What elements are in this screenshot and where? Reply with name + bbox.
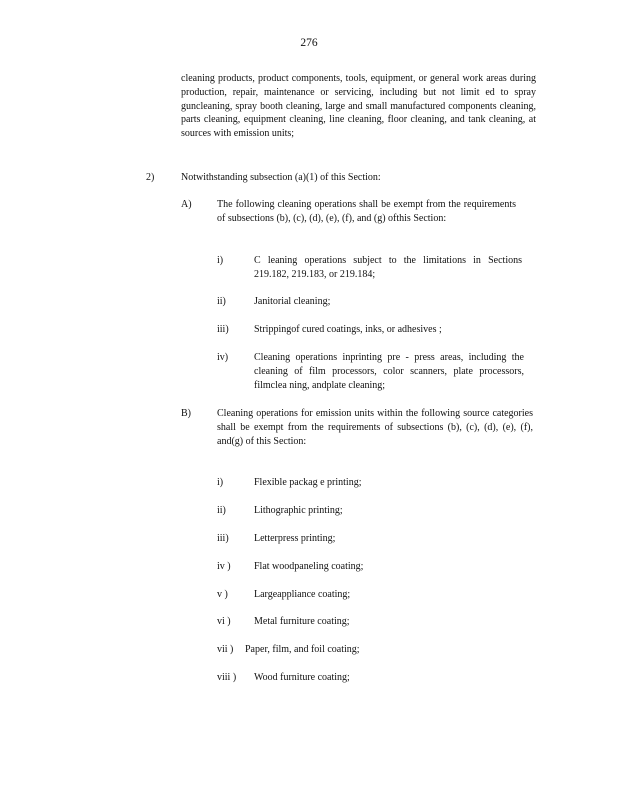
item-b-vi-label: vi ) (217, 616, 231, 627)
item-b-ii-text: Lithographic printing; (254, 505, 343, 516)
item-b-iv-label: iv ) (217, 561, 231, 572)
item-a-iii-text: Strippingof cured coatings, inks, or adhesives ; (254, 324, 442, 335)
item-b-i-text: Flexible packag e printing; (254, 477, 362, 488)
item-b-i-label: i) (217, 477, 224, 488)
item-b-iv-text: Flat woodpaneling coating; (254, 561, 364, 572)
item-2-text: Notwithstanding subsection (a)(1) of this Section: (181, 172, 381, 183)
intro-paragraph: cleaning products, product components, tools, equipment, or general work areas during production, repair, maintenance or servicing, including but not limit ed to spray guncleaning, spray booth cleaning, large and small manufactured components cleaning, parts cleaning, equipment cleaning, line cleaning, floor cleaning, and tank cleaning, at sources with emission units; (181, 73, 536, 140)
item-b-viii-text: Wood furniture coating; (254, 672, 350, 683)
item-a-iv-text: Cleaning operations inprinting pre - press areas, including the cleaning of film processors, color scanners, plate processors, filmclea ning, andplate cleaning; (254, 352, 524, 391)
item-2-label: 2) (146, 172, 155, 183)
item-b-vi-text: Metal furniture coating; (254, 616, 350, 627)
item-b-viii-label: viii ) (217, 672, 237, 683)
item-a-ii-text: Janitorial cleaning; (254, 296, 331, 307)
item-b-v-label: v ) (217, 589, 228, 600)
item-a-ii-label: ii) (217, 296, 226, 307)
item-a-text: The following cleaning operations shall be exempt from the requirements of subsections (b), (c), (d), (e), (f), and (g) ofthis Section: (217, 199, 516, 224)
item-b-text: Cleaning operations for emission units within the following source categories shall be exempt from the requirements of subsections (b), (c), (d), (e), (f), and(g) of this Section: (217, 408, 533, 447)
item-a-i-label: i) (217, 255, 224, 266)
item-a-iii-label: iii) (217, 324, 229, 335)
item-b-iii-label: iii) (217, 533, 229, 544)
item-b-v-text: Largeappliance coating; (254, 589, 351, 600)
page-number: 276 (300, 37, 318, 49)
item-b-vii-text: Paper, film, and foil coating; (245, 644, 360, 655)
item-b-vii-label: vii ) (217, 644, 234, 655)
item-b-label: B) (181, 408, 191, 419)
item-a-iv-label: iv) (217, 352, 229, 363)
item-a-label: A) (181, 199, 192, 210)
item-b-iii-text: Letterpress printing; (254, 533, 336, 544)
item-a-i-text: C leaning operations subject to the limitations in Sections 219.182, 219.183, or 219.184; (254, 255, 522, 280)
item-b-ii-label: ii) (217, 505, 226, 516)
